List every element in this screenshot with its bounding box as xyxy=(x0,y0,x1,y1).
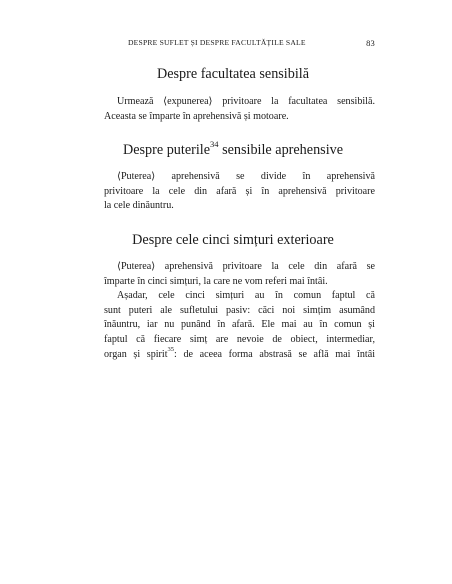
heading-text: sensibile aprehensive xyxy=(218,142,344,159)
paragraph-line: privitoare la cele din afară și în aprehensivă privitoare xyxy=(104,185,375,197)
paragraph-line: la cele dinăuntru. xyxy=(104,200,174,212)
paragraph-line: ⟨Puterea⟩ aprehensivă privitoare la cele din afară se xyxy=(117,260,375,272)
paragraph-line: ⟨Puterea⟩ aprehensivă se divide în aprehensivă xyxy=(117,171,375,183)
paragraph-line: Așadar, cele cinci simțuri au în comun faptul că xyxy=(117,290,375,302)
section-heading-puterile-aprehensive xyxy=(91,141,375,159)
heading-text: Despre puterile xyxy=(122,142,211,159)
footnote-ref-34: 34 xyxy=(210,139,219,150)
paragraph-cinci-simturi xyxy=(91,260,375,289)
section-heading-cinci-simturi: Despre cele cinci simțuri exterioare xyxy=(132,231,334,248)
paragraph-line xyxy=(91,348,375,363)
paragraph-puterea-aprehensiva xyxy=(91,170,375,214)
paragraph-line: sunt puteri ale sufletului pasiv: căci noi simțim asumând xyxy=(104,304,375,316)
running-title: DESPRE SUFLET ȘI DESPRE FACULTĂȚILE SALE xyxy=(128,38,306,47)
paragraph-line: Urmează ⟨expunerea⟩ privitoare la facultatea sensibilă. xyxy=(117,96,375,107)
section-heading-facultatea-sensibila: Despre facultatea sensibilă xyxy=(156,66,310,82)
line-text: : de aceea forma abstrasă se află mai întâi xyxy=(174,348,375,360)
running-head xyxy=(91,36,375,50)
book-page xyxy=(91,36,375,362)
paragraph-line: înăuntru, iar nu punând în afară. Ele mai au în comun și xyxy=(104,319,375,331)
page-number: 83 xyxy=(366,38,375,48)
paragraph-line: împarte în cinci simțuri, la care ne vom referi mai întâi. xyxy=(104,275,328,287)
paragraph-line: faptul că fiecare simț are nevoie de obiect, intermediar, xyxy=(104,333,375,345)
footnote-ref-35: 35 xyxy=(167,346,175,354)
paragraph-line: Aceasta se împarte în aprehensivă și motoare. xyxy=(104,110,289,122)
paragraph-asadar xyxy=(91,289,375,362)
paragraph-facultatea-sensibila xyxy=(91,95,375,124)
line-text: organ și spirit xyxy=(104,348,168,360)
